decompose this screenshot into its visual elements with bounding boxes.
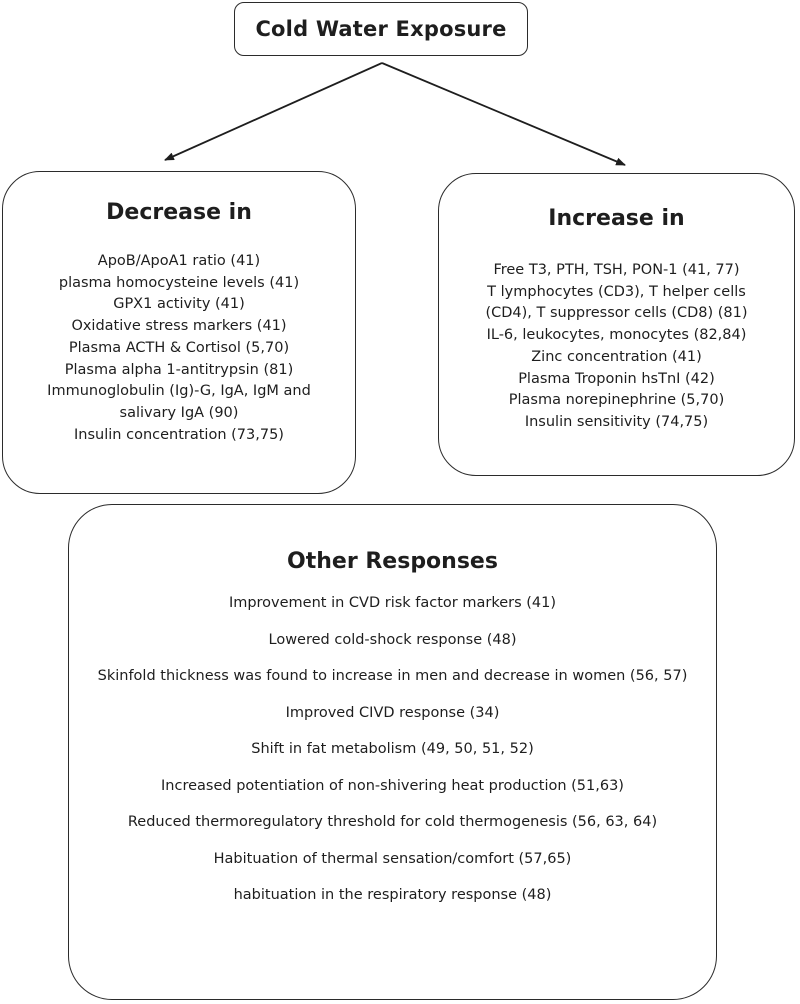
other-response-item: Increased potentiation of non-shivering heat production (51,63) <box>161 777 624 794</box>
increase-item: Plasma Troponin hsTnI (42) <box>518 370 715 387</box>
other-response-item: habituation in the respiratory response (48) <box>233 887 552 903</box>
arrow-to-increase <box>382 63 625 165</box>
other-response-item: Skinfold thickness was found to increase in men and decrease in women (56, 57) <box>97 668 688 684</box>
increase-item: Plasma norepinephrine (5,70) <box>508 392 725 409</box>
other-responses-list <box>69 594 716 923</box>
decrease-list <box>3 251 355 446</box>
other-response-item: Improvement in CVD risk factor markers (41) <box>228 595 557 611</box>
decrease-box <box>2 171 356 494</box>
other-response-item: Shift in fat metabolism (49, 50, 51, 52) <box>251 741 534 757</box>
other-responses-title: Other Responses <box>287 549 498 574</box>
decrease-item: Oxidative stress markers (41) <box>71 318 287 335</box>
increase-list <box>439 260 794 434</box>
other-response-item: Improved CIVD response (34) <box>285 704 500 721</box>
increase-item: (CD4), T suppressor cells (CD8) (81) <box>485 305 748 322</box>
increase-item: Zinc concentration (41) <box>531 348 702 365</box>
other-response-item: Reduced thermoregulatory threshold for cold thermogenesis (56, 63, 64) <box>127 814 658 830</box>
increase-item: Free T3, PTH, TSH, PON-1 (41, 77) <box>493 262 740 278</box>
increase-box <box>438 173 795 476</box>
increase-item: Insulin sensitivity (74,75) <box>524 413 709 430</box>
decrease-item: Plasma ACTH & Cortisol (5,70) <box>68 339 290 356</box>
decrease-item: salivary IgA (90) <box>119 404 239 421</box>
decrease-item: GPX1 activity (41) <box>113 296 245 313</box>
other-response-item: Habituation of thermal sensation/comfort (57,65) <box>213 850 572 867</box>
decrease-item: Insulin concentration (73,75) <box>74 426 284 443</box>
decrease-item: Plasma alpha 1-antitrypsin (81) <box>64 361 294 378</box>
increase-item: T lymphocytes (CD3), T helper cells <box>487 283 746 300</box>
increase-title: Increase in <box>548 206 685 231</box>
cold-water-exposure-box <box>234 2 528 56</box>
decrease-item: Immunoglobulin (Ig)-G, IgA, IgM and <box>47 383 311 400</box>
decrease-item: ApoB/ApoA1 ratio (41) <box>97 253 261 269</box>
other-responses-box <box>68 504 717 1000</box>
cold-water-exposure-title: Cold Water Exposure <box>255 17 507 41</box>
decrease-title: Decrease in <box>106 200 252 225</box>
arrow-to-decrease <box>165 63 382 160</box>
other-response-item: Lowered cold-shock response (48) <box>268 631 517 648</box>
increase-item: IL-6, leukocytes, monocytes (82,84) <box>486 327 747 344</box>
decrease-item: plasma homocysteine levels (41) <box>58 274 300 291</box>
